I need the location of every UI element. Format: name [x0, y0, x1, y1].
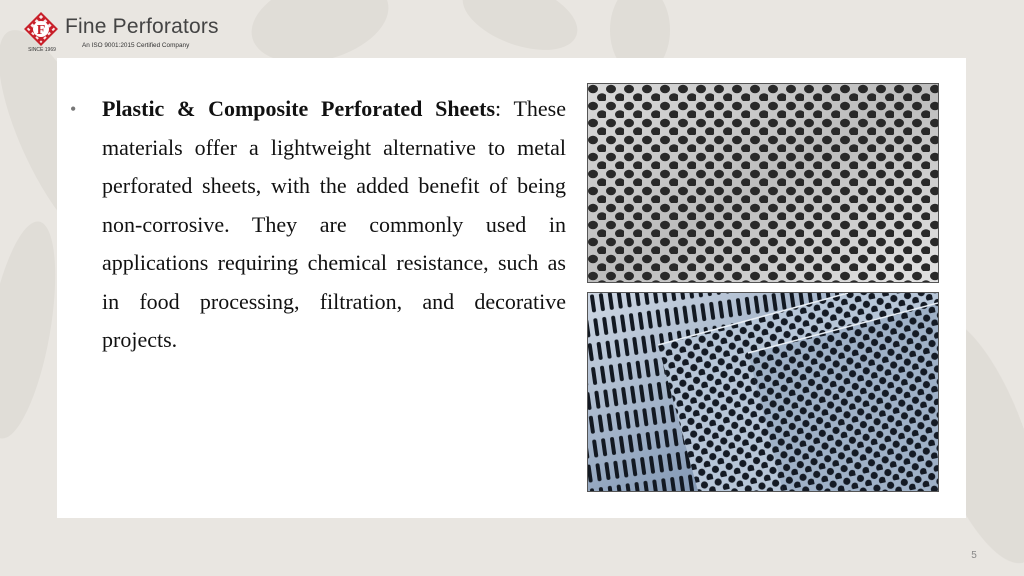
- company-tagline: An ISO 9001:2015 Certified Company: [82, 42, 190, 49]
- round-hole-sheet-image: [587, 83, 939, 283]
- page-number: 5: [971, 550, 977, 561]
- slotted-and-round-hole-sheets-illustration: [588, 293, 938, 491]
- logo-since-year: SINCE 1969: [28, 47, 56, 53]
- bullet-icon: •: [70, 99, 77, 119]
- svg-text:F: F: [36, 23, 46, 38]
- round-hole-sheet-illustration: [588, 84, 938, 282]
- bullet-text: [102, 90, 566, 360]
- company-name: Fine Perforators: [65, 15, 219, 38]
- company-logo: [20, 10, 250, 56]
- slotted-and-round-hole-sheets-image: [587, 292, 939, 492]
- bullet-title: Plastic & Composite Perforated Sheets: [102, 96, 496, 121]
- bullet-body: These materials offer a lightweight alternative to metal perforated sheets, with the added benefit of being non-corrosive. They are commonly used in applications requiring chemical resistance, such as in food processing, filtration, and decorative projects.: [102, 96, 566, 352]
- bullet-point: [72, 90, 566, 360]
- bullet-separator: :: [495, 96, 502, 121]
